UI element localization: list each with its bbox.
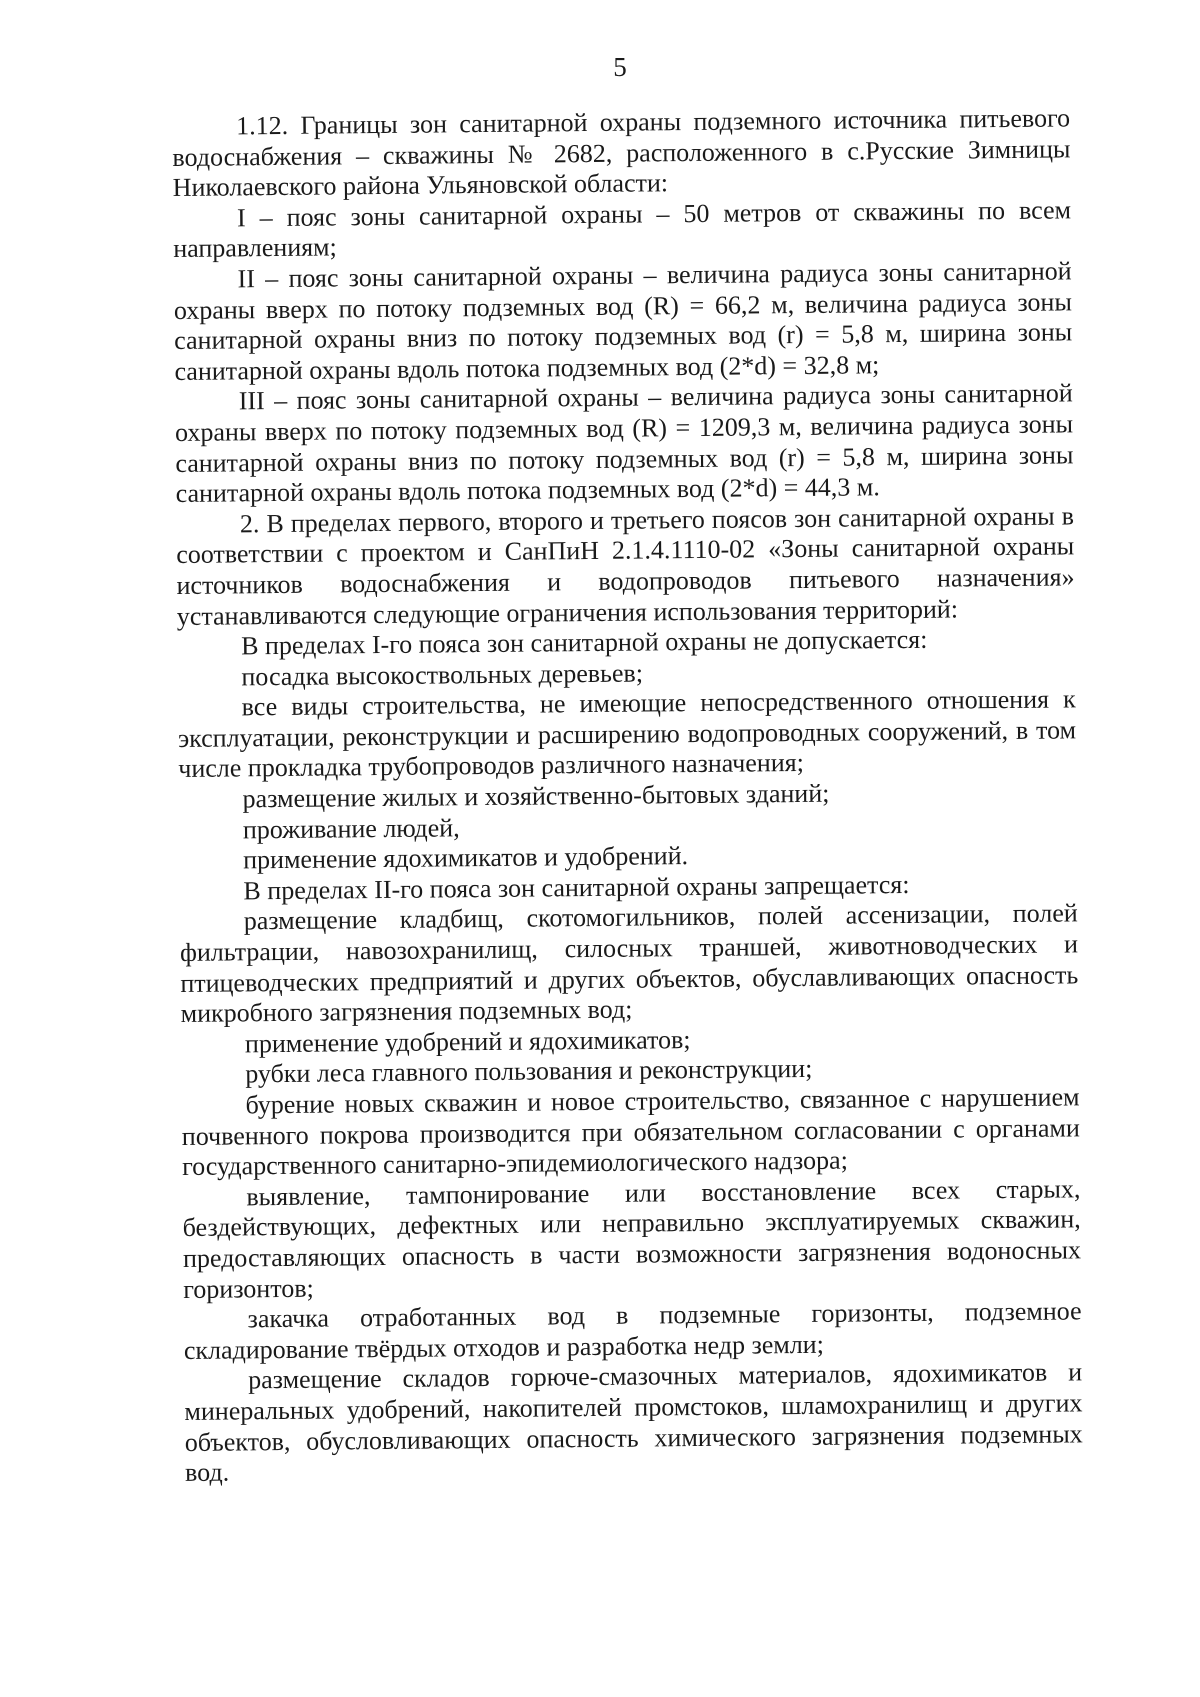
list-item: закачка отработанных вод в подземные горизонты, подземное складирование твёрдых отходов и разработка недр земли; (183, 1296, 1082, 1365)
paragraph-zone-belt-3: III – пояс зоны санитарной охраны – величина радиуса зоны санитарной охраны вверх по потоку подземных вод (R) = 1209,3 м, величина радиуса зоны санитарной охраны вниз по потоку подземных вод (r) = 5,8 м, ширина зоны санитарной охраны вдоль потока подземных вод (2*d) = 44,3 м. (174, 378, 1074, 509)
paragraph-belt-1-heading: В пределах I-го пояса зон санитарной охраны не допускается: (240, 624, 928, 661)
paragraph-1-12-zone-boundaries: 1.12. Границы зон санитарной охраны подземного источника питьевого водоснабжения – скважины № 2682, расположенного в с.Русские Зимницы Николаевского района Ульяновской области: (172, 103, 1071, 203)
paragraph-zone-belt-2: II – пояс зоны санитарной охраны – величина радиуса зоны санитарной охраны вверх по потоку подземных вод (R) = 66,2 м, величина радиуса зоны санитарной охраны вниз по потоку подземных вод (r) = 5,8 м, ширина зоны санитарной охраны вдоль потока подземных вод (2*d) = 32,8 м; (173, 256, 1073, 386)
paragraph-zone-belt-1: I – пояс зоны санитарной охраны – 50 метров от скважины по всем направлениям; (173, 195, 1072, 264)
list-item: все виды строительства, не имеющие непосредственного отношения к эксплуатации, реконструкции и расширению водопроводных сооружений, в том числе прокладка трубопроводов различного назначения; (177, 684, 1077, 784)
paragraph-belt-2-heading: В пределах II-го пояса зон санитарной охраны запрещается: (243, 869, 910, 906)
list-item: применение удобрений и ядохимикатов; (244, 1024, 691, 1059)
page-number: 5 (613, 52, 627, 82)
list-item: размещение жилых и хозяйственно-бытовых зданий; (242, 778, 830, 814)
list-item: бурение новых скважин и новое строительство, связанное с нарушением почвенного покрова производится при обязательном согласовании с органами государственного санитарно-эпидемиологического надзора; (181, 1082, 1080, 1182)
list-item: проживание людей, (242, 812, 460, 845)
document-body (172, 103, 1083, 1488)
list-item: посадка высокоствольных деревьев; (241, 658, 644, 692)
list-item: размещение складов горюче-смазочных материалов, ядохимикатов и минеральных удобрений, накопителей промстоков, шламохранилищ и других объектов, обусловливающих опасность химического загрязнения подземных вод. (184, 1357, 1083, 1488)
paragraph-2-restrictions: 2. В пределах первого, второго и третьего поясов зон санитарной охраны в соответствии с проектом и СанПиН 2.1.4.1110-02 «Зоны санитарной охраны источников водоснабжения и водопроводов питьевого назначения» устанавливаются следующие ограничения использования территорий: (176, 501, 1075, 631)
list-item: размещение кладбищ, скотомогильников, полей ассенизации, полей фильтрации, навозохранилищ, силосных траншей, животноводческих и птицеводческих предприятий и других объектов, обуславливающих опасность микробного загрязнения подземных вод; (179, 898, 1079, 1029)
list-item: выявление, тампонирование или восстановление всех старых, бездействующих, дефектных или неправильно эксплуатируемых скважин, предоставляющих опасность в части возможности загрязнения водоносных горизонтов; (182, 1174, 1082, 1304)
list-item: рубки леса главного пользования и реконструкции; (245, 1054, 813, 1089)
list-item: применение ядохимикатов и удобрений. (243, 841, 689, 875)
